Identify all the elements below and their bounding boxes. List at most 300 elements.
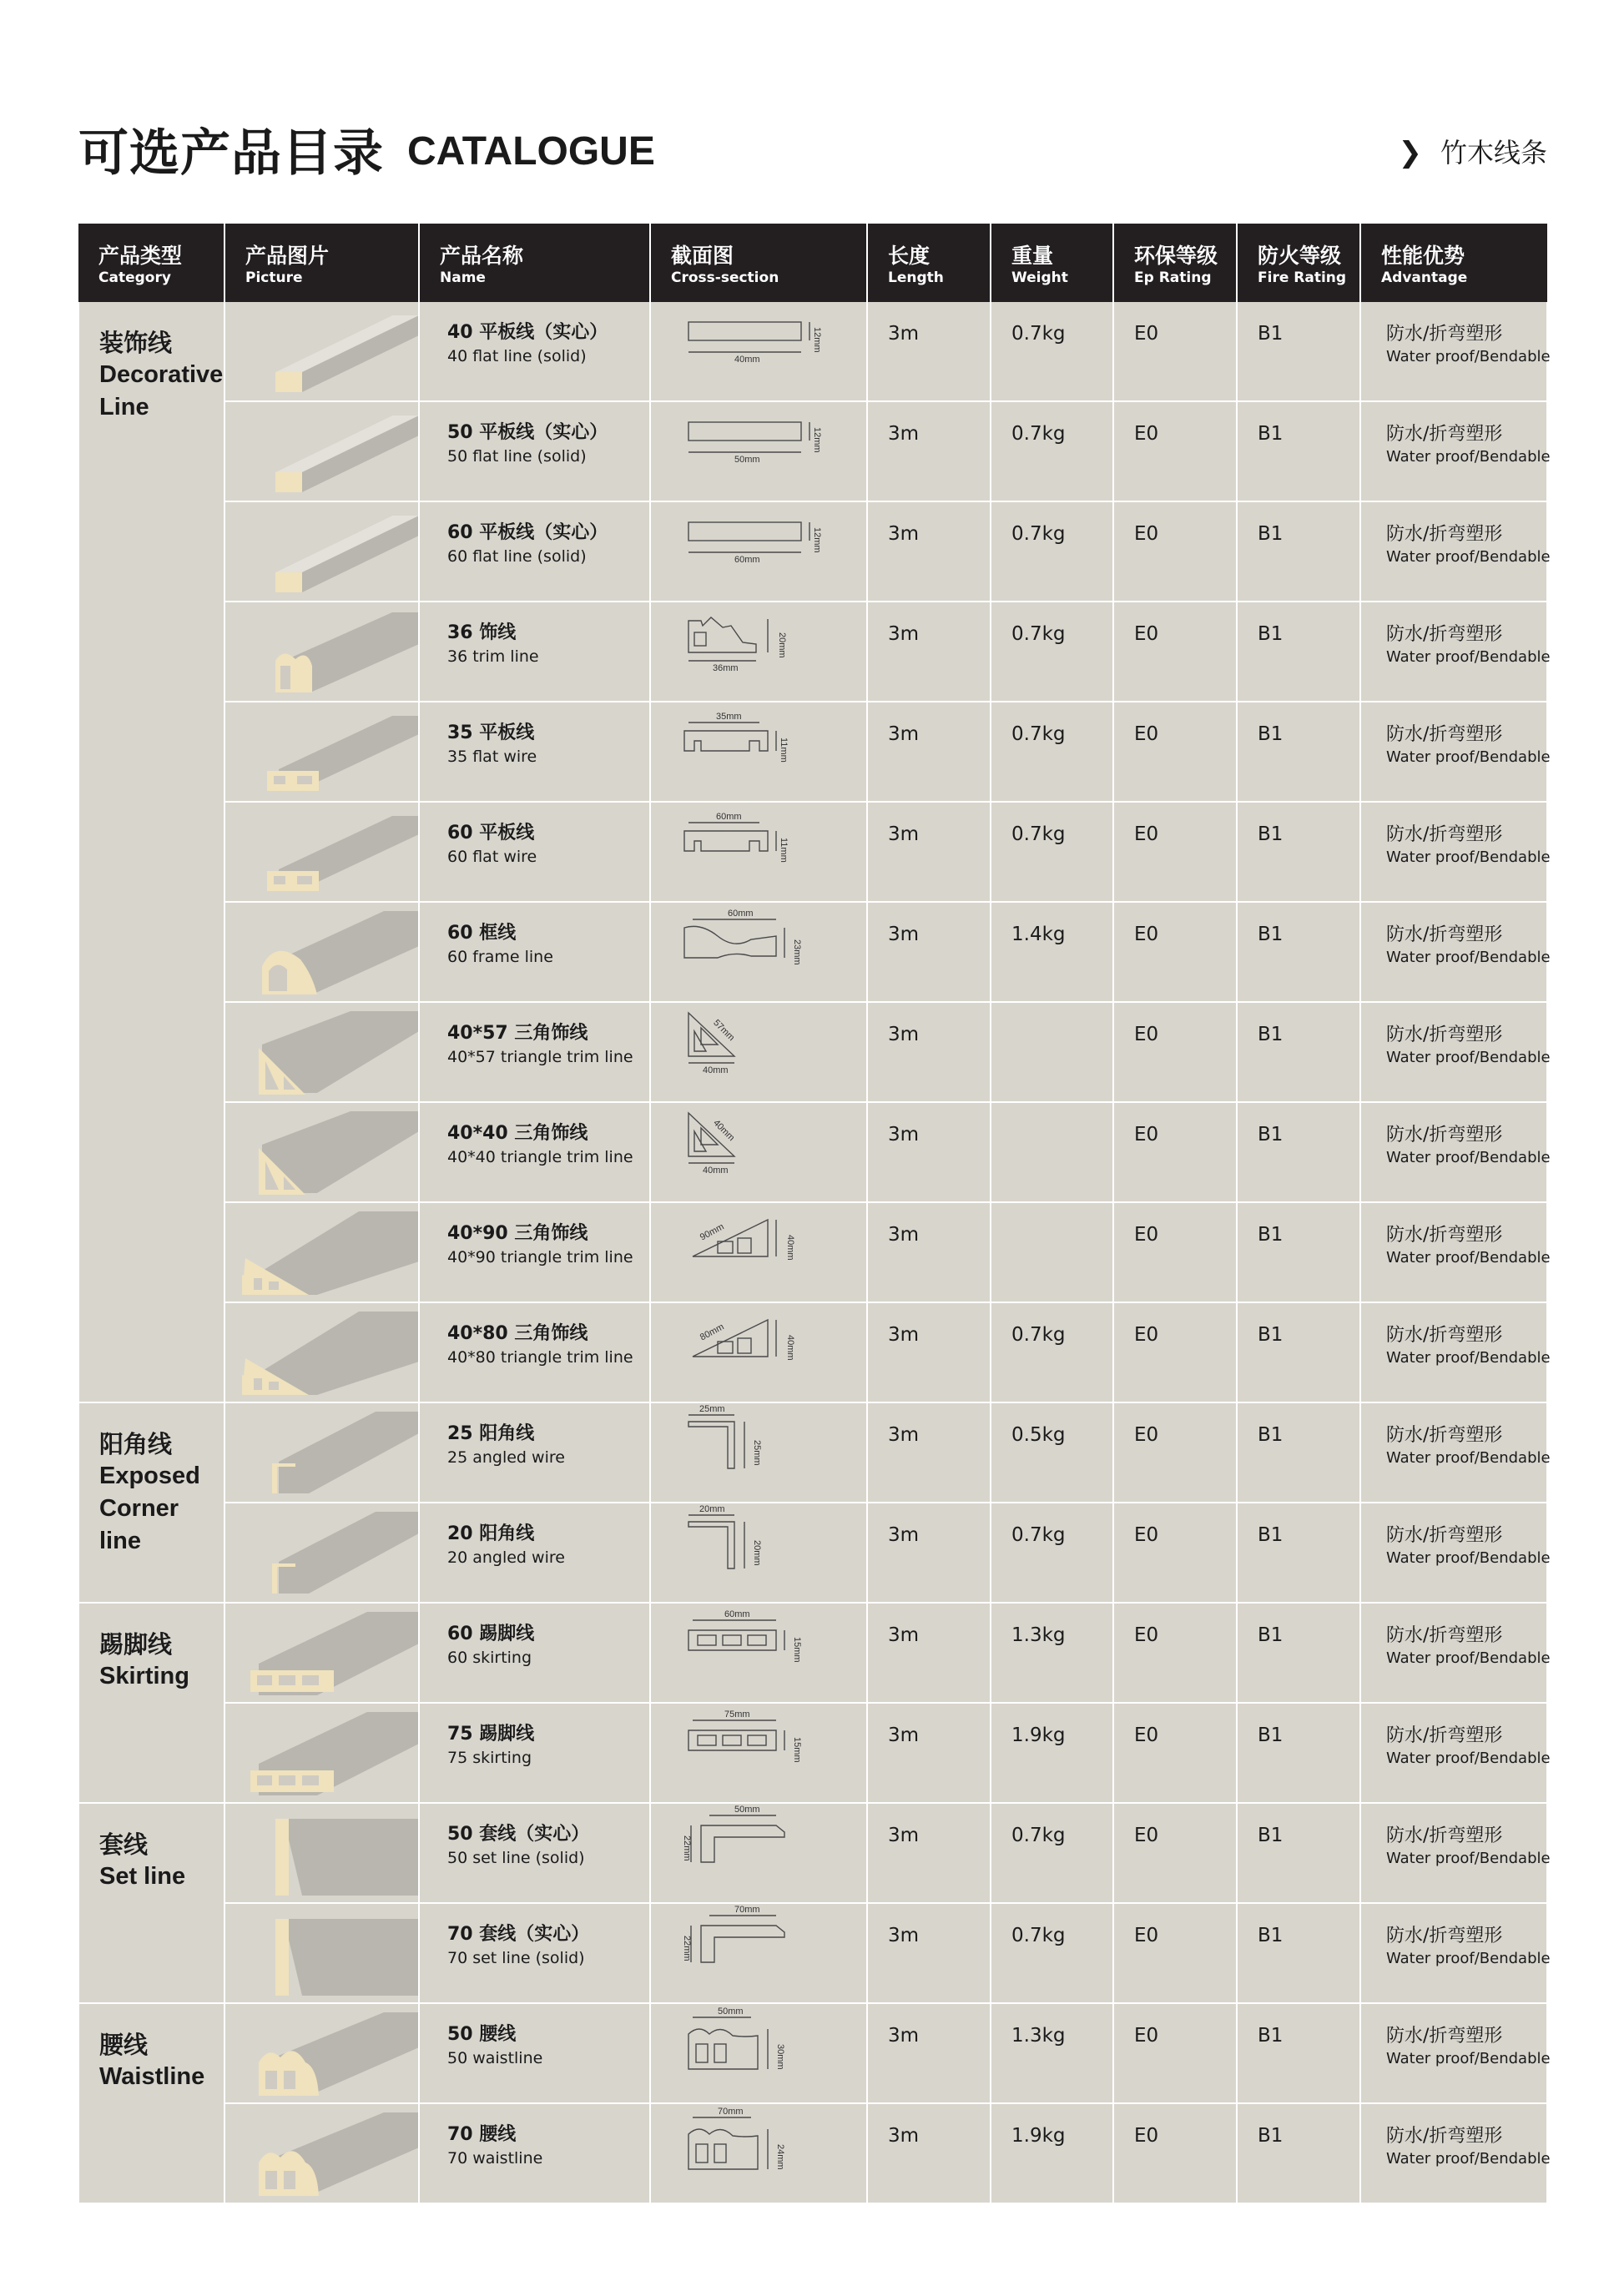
- table-row: [78, 1102, 1547, 1202]
- picture-cell: [224, 702, 419, 802]
- name-cell: [419, 1402, 650, 1503]
- name-cell: [419, 1202, 650, 1302]
- cross-section-drawing: [651, 803, 868, 901]
- length-cell: 3m: [867, 902, 991, 1002]
- table-row: [78, 501, 1547, 602]
- advantage-cn: 防水/折弯塑形: [1386, 2126, 1503, 2147]
- advantage-cell: [1360, 1603, 1551, 1703]
- product-profile-image: [225, 2104, 419, 2203]
- name-cell: [419, 1603, 650, 1703]
- name-cell: [419, 501, 650, 602]
- product-name-en: 20 angled wire: [447, 1548, 565, 1567]
- product-name-en: 40*80 triangle trim line: [447, 1348, 633, 1367]
- picture-cell: [224, 1803, 419, 1903]
- svg-text:40mm: 40mm: [703, 1065, 729, 1075]
- table-body: [78, 302, 1551, 2203]
- product-name-cn: 35 平板线: [447, 723, 535, 743]
- length-cell: 3m: [867, 1603, 991, 1703]
- cross-section-drawing: [651, 1103, 868, 1201]
- product-name-cn: 60 平板线（实心）: [447, 522, 608, 543]
- ep-rating-cell: E0: [1113, 401, 1237, 501]
- product-name-en: 50 set line (solid): [447, 1849, 585, 1867]
- column-header: 重量 Weight: [991, 224, 1113, 302]
- fire-rating-cell: B1: [1237, 1703, 1360, 1803]
- table-header-row: [78, 224, 1547, 302]
- category-name-en: Waistline: [99, 2063, 205, 2090]
- advantage-cell: [1360, 2103, 1551, 2203]
- product-profile-image: [225, 1904, 419, 2002]
- fire-rating-cell: B1: [1237, 1503, 1360, 1603]
- advantage-cn: 防水/折弯塑形: [1386, 1825, 1503, 1846]
- column-header: 截面图 Cross-section: [650, 224, 867, 302]
- weight-cell: 0.7kg: [991, 802, 1113, 902]
- svg-text:40mm: 40mm: [785, 1235, 795, 1261]
- page-title-cn: 可选产品目录: [78, 124, 384, 183]
- weight-cell: 1.9kg: [991, 1703, 1113, 1803]
- advantage-en: Water proof/Bendable: [1386, 1950, 1551, 1967]
- cross-section-cell: [650, 1402, 867, 1503]
- fire-rating-cell: B1: [1237, 802, 1360, 902]
- advantage-en: Water proof/Bendable: [1386, 1850, 1551, 1867]
- weight-cell: 0.7kg: [991, 501, 1113, 602]
- fire-rating-cell: B1: [1237, 1202, 1360, 1302]
- svg-text:20mm: 20mm: [777, 632, 787, 658]
- svg-text:30mm: 30mm: [775, 2044, 785, 2070]
- length-cell: 3m: [867, 1102, 991, 1202]
- cross-section-cell: [650, 1703, 867, 1803]
- svg-text:90mm: 90mm: [698, 1221, 726, 1243]
- picture-cell: [224, 302, 419, 401]
- product-profile-image: [225, 1303, 419, 1402]
- length-cell: 3m: [867, 401, 991, 501]
- svg-text:60mm: 60mm: [724, 1609, 750, 1619]
- length-cell: 3m: [867, 1903, 991, 2003]
- category-name-cn: 装饰线: [99, 329, 173, 357]
- category-name-en: Decorative Line: [99, 361, 224, 420]
- cross-section-drawing: [651, 1503, 868, 1602]
- fire-rating-cell: B1: [1237, 702, 1360, 802]
- cross-section-drawing: [651, 1604, 868, 1702]
- advantage-en: Water proof/Bendable: [1386, 648, 1551, 666]
- svg-text:12mm: 12mm: [812, 327, 822, 353]
- name-cell: [419, 902, 650, 1002]
- cross-section-cell: [650, 802, 867, 902]
- fire-rating-cell: B1: [1237, 2103, 1360, 2203]
- table-row: [78, 2003, 1547, 2103]
- ep-rating-cell: E0: [1113, 1002, 1237, 1102]
- ep-rating-cell: E0: [1113, 1402, 1237, 1503]
- product-profile-image: [225, 702, 419, 801]
- column-header: 产品类型 Category: [78, 224, 224, 302]
- advantage-cell: [1360, 1903, 1551, 2003]
- length-cell: 3m: [867, 2003, 991, 2103]
- svg-text:70mm: 70mm: [734, 1905, 760, 1915]
- cross-section-cell: [650, 1603, 867, 1703]
- fire-rating-cell: B1: [1237, 1002, 1360, 1102]
- advantage-cell: [1360, 602, 1551, 702]
- fire-rating-cell: B1: [1237, 2003, 1360, 2103]
- fire-rating-cell: B1: [1237, 1803, 1360, 1903]
- product-name-cn: 20 阳角线: [447, 1523, 535, 1544]
- advantage-en: Water proof/Bendable: [1386, 1549, 1551, 1567]
- category-name-en: Exposed Corner line: [99, 1463, 200, 1554]
- svg-text:50mm: 50mm: [718, 2006, 744, 2017]
- advantage-en: Water proof/Bendable: [1386, 2050, 1551, 2067]
- advantage-cn: 防水/折弯塑形: [1386, 1625, 1503, 1646]
- length-cell: 3m: [867, 2103, 991, 2203]
- advantage-cn: 防水/折弯塑形: [1386, 1725, 1503, 1746]
- svg-text:15mm: 15mm: [792, 1637, 802, 1663]
- product-profile-image: [225, 1704, 419, 1802]
- ep-rating-cell: E0: [1113, 1803, 1237, 1903]
- svg-text:22mm: 22mm: [682, 1835, 692, 1861]
- svg-text:60mm: 60mm: [734, 555, 760, 565]
- category-name-cn: 套线: [99, 1830, 149, 1859]
- fire-rating-cell: B1: [1237, 902, 1360, 1002]
- weight-cell: 0.7kg: [991, 1903, 1113, 2003]
- svg-text:40mm: 40mm: [785, 1335, 795, 1361]
- cross-section-cell: [650, 1002, 867, 1102]
- advantage-cn: 防水/折弯塑形: [1386, 424, 1503, 445]
- cross-section-drawing: [651, 402, 868, 501]
- category-cell: [78, 1803, 224, 2003]
- ep-rating-cell: E0: [1113, 1903, 1237, 2003]
- product-name-cn: 25 阳角线: [447, 1423, 535, 1444]
- cross-section-drawing: [651, 1303, 868, 1402]
- cross-section-cell: [650, 1903, 867, 2003]
- svg-text:50mm: 50mm: [734, 455, 760, 465]
- product-profile-image: [225, 1604, 419, 1702]
- table-row: [78, 1803, 1547, 1903]
- name-cell: [419, 401, 650, 501]
- column-header: 长度 Length: [867, 224, 991, 302]
- fire-rating-cell: B1: [1237, 1302, 1360, 1402]
- name-cell: [419, 1903, 650, 2003]
- svg-text:22mm: 22mm: [682, 1936, 692, 1961]
- product-name-en: 40*90 triangle trim line: [447, 1248, 633, 1266]
- ep-rating-cell: E0: [1113, 302, 1237, 401]
- svg-text:20mm: 20mm: [752, 1540, 762, 1566]
- product-name-en: 35 flat wire: [447, 748, 537, 766]
- advantage-en: Water proof/Bendable: [1386, 1750, 1551, 1767]
- weight-cell: 0.7kg: [991, 1803, 1113, 1903]
- column-header: 产品名称 Name: [419, 224, 650, 302]
- weight-cell: 0.7kg: [991, 401, 1113, 501]
- advantage-cn: 防水/折弯塑形: [1386, 2026, 1503, 2047]
- column-header: 性能优势 Advantage: [1360, 224, 1547, 302]
- fire-rating-cell: B1: [1237, 1603, 1360, 1703]
- advantage-en: Water proof/Bendable: [1386, 1449, 1551, 1467]
- cross-section-cell: [650, 501, 867, 602]
- table-row: [78, 1002, 1547, 1102]
- product-profile-image: [225, 1203, 419, 1302]
- product-name-en: 50 flat line (solid): [447, 447, 587, 466]
- fire-rating-cell: B1: [1237, 1903, 1360, 2003]
- name-cell: [419, 1803, 650, 1903]
- page-title-en: CATALOGUE: [407, 129, 655, 174]
- category-cell: [78, 1402, 224, 1603]
- advantage-en: Water proof/Bendable: [1386, 448, 1551, 466]
- advantage-en: Water proof/Bendable: [1386, 1349, 1551, 1367]
- svg-text:23mm: 23mm: [792, 939, 802, 965]
- cross-section-drawing: [651, 2004, 868, 2102]
- cross-section-cell: [650, 2103, 867, 2203]
- svg-text:70mm: 70mm: [718, 2107, 744, 2117]
- picture-cell: [224, 1002, 419, 1102]
- svg-text:11mm: 11mm: [779, 838, 789, 863]
- picture-cell: [224, 2003, 419, 2103]
- name-cell: [419, 2003, 650, 2103]
- length-cell: 3m: [867, 1302, 991, 1402]
- length-cell: 3m: [867, 702, 991, 802]
- advantage-cn: 防水/折弯塑形: [1386, 1325, 1503, 1346]
- table-row: [78, 1603, 1547, 1703]
- product-name-en: 40*57 triangle trim line: [447, 1048, 633, 1066]
- advantage-en: Water proof/Bendable: [1386, 748, 1551, 766]
- category-nav-label: 竹木线条: [1440, 137, 1547, 169]
- advantage-cn: 防水/折弯塑形: [1386, 324, 1503, 345]
- picture-cell: [224, 401, 419, 501]
- svg-text:35mm: 35mm: [716, 712, 742, 722]
- weight-cell: 0.7kg: [991, 1302, 1113, 1402]
- product-profile-image: [225, 803, 419, 901]
- length-cell: 3m: [867, 1402, 991, 1503]
- product-name-cn: 50 腰线: [447, 2024, 517, 2045]
- ep-rating-cell: E0: [1113, 2003, 1237, 2103]
- name-cell: [419, 802, 650, 902]
- chevron-right-icon: ❯: [1398, 136, 1422, 169]
- ep-rating-cell: E0: [1113, 602, 1237, 702]
- product-name-en: 60 flat wire: [447, 848, 537, 866]
- name-cell: [419, 602, 650, 702]
- column-header: 产品图片 Picture: [224, 224, 419, 302]
- product-name-cn: 75 踢脚线: [447, 1724, 535, 1745]
- column-header: 环保等级 Ep Rating: [1113, 224, 1237, 302]
- product-name-en: 70 set line (solid): [447, 1949, 585, 1967]
- column-header: 防火等级 Fire Rating: [1237, 224, 1360, 302]
- length-cell: 3m: [867, 1503, 991, 1603]
- cross-section-cell: [650, 2003, 867, 2103]
- advantage-cell: [1360, 1202, 1551, 1302]
- length-cell: 3m: [867, 1803, 991, 1903]
- name-cell: [419, 702, 650, 802]
- product-name-cn: 40*80 三角饰线: [447, 1323, 588, 1344]
- advantage-cell: [1360, 501, 1551, 602]
- cross-section-cell: [650, 902, 867, 1002]
- svg-text:75mm: 75mm: [724, 1709, 750, 1719]
- category-cell: [78, 1603, 224, 1803]
- product-name-cn: 60 框线: [447, 923, 517, 944]
- advantage-en: Water proof/Bendable: [1386, 1049, 1551, 1066]
- length-cell: 3m: [867, 1703, 991, 1803]
- advantage-cn: 防水/折弯塑形: [1386, 724, 1503, 745]
- weight-cell: 0.5kg: [991, 1402, 1113, 1503]
- fire-rating-cell: B1: [1237, 401, 1360, 501]
- picture-cell: [224, 1202, 419, 1302]
- fire-rating-cell: B1: [1237, 602, 1360, 702]
- table-row: [78, 401, 1547, 501]
- fire-rating-cell: B1: [1237, 302, 1360, 401]
- product-name-en: 50 waistline: [447, 2049, 543, 2067]
- weight-cell: 1.3kg: [991, 1603, 1113, 1703]
- product-profile-image: [225, 602, 419, 701]
- cross-section-cell: [650, 702, 867, 802]
- table-row: [78, 702, 1547, 802]
- product-profile-image: [225, 1103, 419, 1201]
- svg-text:40mm: 40mm: [734, 355, 760, 365]
- advantage-en: Water proof/Bendable: [1386, 1649, 1551, 1667]
- product-profile-image: [225, 1503, 419, 1602]
- product-name-en: 60 flat line (solid): [447, 547, 587, 566]
- length-cell: 3m: [867, 302, 991, 401]
- cross-section-cell: [650, 1302, 867, 1402]
- product-name-en: 75 skirting: [447, 1749, 532, 1767]
- svg-text:25mm: 25mm: [752, 1440, 762, 1466]
- category-cell: [78, 2003, 224, 2203]
- category-name-en: Set line: [99, 1863, 186, 1890]
- svg-text:20mm: 20mm: [699, 1504, 725, 1514]
- cross-section-drawing: [651, 1904, 868, 2002]
- table-row: [78, 802, 1547, 902]
- table-row: [78, 1302, 1547, 1402]
- product-name-cn: 40*57 三角饰线: [447, 1023, 588, 1044]
- weight-cell: 0.7kg: [991, 602, 1113, 702]
- weight-cell: 0.7kg: [991, 1503, 1113, 1603]
- advantage-cell: [1360, 302, 1551, 401]
- picture-cell: [224, 2103, 419, 2203]
- weight-cell: [991, 1002, 1113, 1102]
- product-name-en: 70 waistline: [447, 2149, 543, 2168]
- advantage-cn: 防水/折弯塑形: [1386, 824, 1503, 845]
- picture-cell: [224, 1603, 419, 1703]
- cross-section-drawing: [651, 1804, 868, 1902]
- product-name-cn: 50 平板线（实心）: [447, 422, 608, 443]
- product-name-en: 60 frame line: [447, 948, 553, 966]
- svg-text:25mm: 25mm: [699, 1404, 725, 1414]
- cross-section-drawing: [651, 1704, 868, 1802]
- advantage-cell: [1360, 1803, 1551, 1903]
- product-profile-image: [225, 1003, 419, 1101]
- picture-cell: [224, 1903, 419, 2003]
- advantage-cell: [1360, 1302, 1551, 1402]
- advantage-cell: [1360, 902, 1551, 1002]
- product-profile-image: [225, 2004, 419, 2102]
- name-cell: [419, 1302, 650, 1402]
- cross-section-drawing: [651, 903, 868, 1001]
- cross-section-drawing: [651, 702, 868, 801]
- table-row: [78, 1202, 1547, 1302]
- svg-text:11mm: 11mm: [779, 738, 789, 763]
- cross-section-drawing: [651, 2104, 868, 2203]
- table-row: [78, 902, 1547, 1002]
- advantage-cell: [1360, 1703, 1551, 1803]
- svg-text:40mm: 40mm: [711, 1117, 737, 1144]
- cross-section-cell: [650, 1202, 867, 1302]
- svg-text:80mm: 80mm: [698, 1322, 726, 1343]
- cross-section-drawing: [651, 502, 868, 601]
- ep-rating-cell: E0: [1113, 802, 1237, 902]
- advantage-cell: [1360, 2003, 1551, 2103]
- product-name-cn: 40*40 三角饰线: [447, 1123, 588, 1144]
- table-row: [78, 1903, 1547, 2003]
- advantage-en: Water proof/Bendable: [1386, 548, 1551, 566]
- cross-section-drawing: [651, 302, 868, 400]
- fire-rating-cell: B1: [1237, 501, 1360, 602]
- category-cell: [78, 302, 224, 1402]
- weight-cell: 1.9kg: [991, 2103, 1113, 2203]
- category-name-cn: 阳角线: [99, 1430, 173, 1458]
- advantage-cn: 防水/折弯塑形: [1386, 1025, 1503, 1045]
- cross-section-cell: [650, 602, 867, 702]
- product-name-cn: 60 平板线: [447, 823, 535, 843]
- advantage-cell: [1360, 401, 1551, 501]
- product-name-cn: 70 套线（实心）: [447, 1924, 590, 1945]
- length-cell: 3m: [867, 602, 991, 702]
- category-name-en: Skirting: [99, 1663, 189, 1689]
- advantage-cell: [1360, 702, 1551, 802]
- product-name-cn: 40*90 三角饰线: [447, 1223, 588, 1244]
- advantage-cn: 防水/折弯塑形: [1386, 1425, 1503, 1446]
- weight-cell: 1.3kg: [991, 2003, 1113, 2103]
- advantage-cell: [1360, 1002, 1551, 1102]
- length-cell: 3m: [867, 501, 991, 602]
- svg-text:57mm: 57mm: [711, 1017, 737, 1044]
- cross-section-cell: [650, 1102, 867, 1202]
- product-profile-image: [225, 502, 419, 601]
- ep-rating-cell: E0: [1113, 1603, 1237, 1703]
- product-profile-image: [225, 903, 419, 1001]
- weight-cell: [991, 1102, 1113, 1202]
- advantage-cn: 防水/折弯塑形: [1386, 524, 1503, 545]
- svg-text:15mm: 15mm: [792, 1737, 802, 1763]
- fire-rating-cell: B1: [1237, 1102, 1360, 1202]
- picture-cell: [224, 1302, 419, 1402]
- cross-section-cell: [650, 401, 867, 501]
- product-name-en: 60 skirting: [447, 1649, 532, 1667]
- table-row: [78, 1503, 1547, 1603]
- advantage-en: Water proof/Bendable: [1386, 848, 1551, 866]
- picture-cell: [224, 1102, 419, 1202]
- ep-rating-cell: E0: [1113, 702, 1237, 802]
- advantage-cn: 防水/折弯塑形: [1386, 1525, 1503, 1546]
- product-profile-image: [225, 302, 419, 400]
- ep-rating-cell: E0: [1113, 1202, 1237, 1302]
- advantage-cell: [1360, 1102, 1551, 1202]
- table-row: [78, 602, 1547, 702]
- product-name-en: 36 trim line: [447, 647, 539, 666]
- category-nav-link[interactable]: [1398, 132, 1547, 170]
- advantage-cn: 防水/折弯塑形: [1386, 1125, 1503, 1145]
- advantage-en: Water proof/Bendable: [1386, 348, 1551, 365]
- product-name-en: 40*40 triangle trim line: [447, 1148, 633, 1166]
- length-cell: 3m: [867, 802, 991, 902]
- name-cell: [419, 1703, 650, 1803]
- cross-section-drawing: [651, 1203, 868, 1302]
- product-name-en: 40 flat line (solid): [447, 347, 587, 365]
- weight-cell: [991, 1202, 1113, 1302]
- picture-cell: [224, 1703, 419, 1803]
- cross-section-drawing: [651, 602, 868, 701]
- weight-cell: 0.7kg: [991, 702, 1113, 802]
- name-cell: [419, 1503, 650, 1603]
- table-row: [78, 302, 1547, 401]
- weight-cell: 0.7kg: [991, 302, 1113, 401]
- svg-text:40mm: 40mm: [703, 1166, 729, 1176]
- table-row: [78, 1402, 1547, 1503]
- svg-text:36mm: 36mm: [713, 663, 739, 673]
- svg-text:12mm: 12mm: [812, 527, 822, 553]
- advantage-cell: [1360, 1402, 1551, 1503]
